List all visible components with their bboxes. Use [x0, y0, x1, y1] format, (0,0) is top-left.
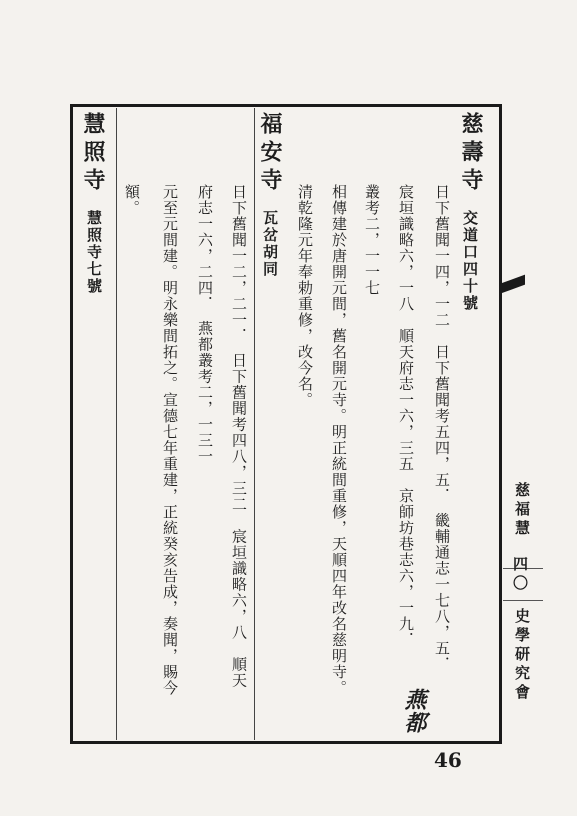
frame-top-rule: [70, 104, 502, 107]
entry-location-fuan: 瓦岔胡同: [261, 210, 279, 278]
handwritten-annotation: 燕都: [401, 688, 427, 734]
text-column: 清乾隆元年奉勅重修，改今名。: [296, 184, 314, 408]
section-divider-1: [254, 108, 255, 740]
text-column: 額。: [123, 184, 141, 216]
text-column: 府志一六，二四． 燕都叢考二，一三一: [196, 184, 214, 465]
entry-title-huizhao: 慧照寺: [80, 112, 106, 196]
section-divider-2: [116, 108, 117, 740]
entry-title-fuan: 福安寺: [257, 112, 283, 196]
entry-location-huizhao: 慧照寺七號: [85, 210, 103, 295]
text-column: 叢考二，一一七: [363, 184, 381, 296]
margin-rule: [503, 600, 543, 601]
running-head-publisher: 史學研究會: [513, 608, 531, 703]
entry-location-cishou: 交道口四十號: [461, 210, 479, 312]
running-head-page: 四〇: [511, 556, 529, 594]
text-column: 相傳建於唐開元間，舊名開元寺。明正統間重修，天順四年改名慈明寺。: [330, 184, 348, 696]
text-column: 元至元間建。明永樂間拓之。宣德七年重建，正統癸亥告成，奏聞，賜今: [161, 184, 179, 696]
frame-left-rule: [70, 104, 73, 744]
text-column: 日下舊聞一四，一二 日下舊聞考五四，五． 畿輔通志一七八，五．: [433, 184, 451, 673]
frame-right-rule: [499, 104, 502, 744]
page-number: 46: [434, 748, 462, 772]
text-column: 宸垣識略六，一八 順天府志一六，三五 京師坊巷志六，一九．: [397, 184, 415, 648]
edge-tab-mark: [501, 275, 525, 294]
running-head-title: 慈福慧: [513, 482, 531, 539]
frame-bottom-rule: [70, 741, 502, 744]
text-column: 日下舊聞一二，二一． 日下舊聞考四八，三二 宸垣識略六，八 順天: [230, 184, 248, 689]
entry-title-cishou: 慈壽寺: [458, 112, 484, 196]
